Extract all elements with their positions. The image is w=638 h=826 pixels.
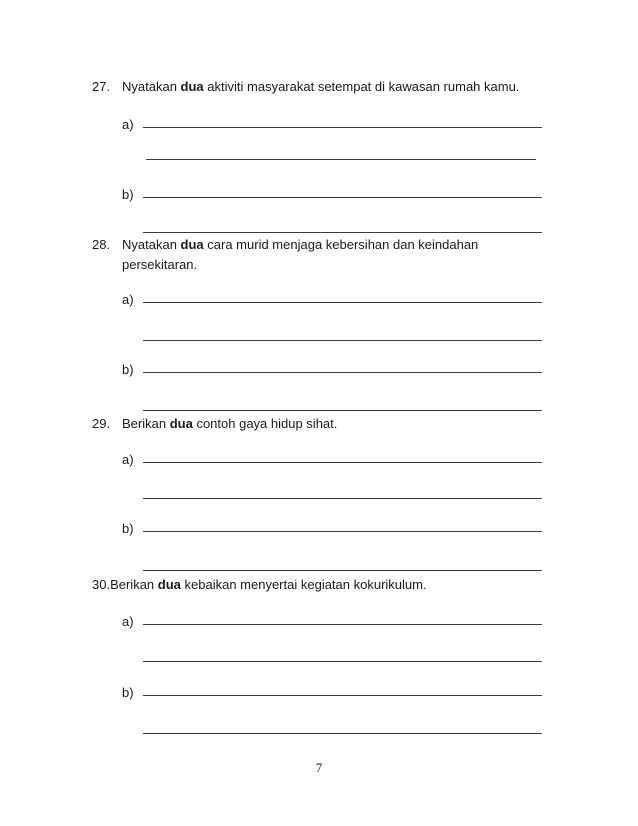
question-text: Nyatakan dua aktiviti masyarakat setempat di kawasan rumah kamu. — [122, 79, 520, 94]
answer-line[interactable] — [143, 570, 542, 571]
question-number: 30. — [92, 577, 111, 592]
answer-line[interactable] — [143, 372, 542, 373]
answer-label-b: b) — [122, 521, 134, 536]
emphasis-word: dua — [180, 79, 204, 94]
question-number: 27. — [92, 79, 111, 94]
answer-line[interactable] — [143, 340, 542, 341]
question-text: Nyatakan dua cara murid menjaga kebersihan dan keindahan — [122, 237, 479, 252]
answer-line[interactable] — [143, 695, 542, 696]
answer-label-a: a) — [122, 614, 134, 629]
question-text: Berikan dua kebaikan menyertai kegiatan kokurikulum. — [110, 577, 427, 592]
emphasis-word: dua — [157, 577, 181, 592]
answer-line[interactable] — [143, 127, 542, 128]
answer-label-b: b) — [122, 362, 134, 377]
question-30 — [92, 576, 427, 593]
question-number: 29. — [92, 416, 111, 431]
answer-label-b: b) — [122, 685, 134, 700]
emphasis-word: dua — [180, 237, 204, 252]
answer-line[interactable] — [143, 232, 542, 233]
answer-line[interactable] — [143, 733, 542, 734]
question-28 — [92, 236, 478, 253]
answer-line[interactable] — [143, 410, 542, 411]
answer-label-b: b) — [122, 187, 134, 202]
answer-label-a: a) — [122, 292, 134, 307]
question-27 — [92, 78, 519, 95]
question-29 — [92, 415, 337, 432]
page-number: 7 — [315, 760, 323, 775]
question-continuation: persekitaran. — [122, 257, 198, 272]
question-text: Berikan dua contoh gaya hidup sihat. — [122, 416, 338, 431]
answer-label-a: a) — [122, 117, 134, 132]
answer-line[interactable] — [143, 498, 542, 499]
answer-line[interactable] — [143, 531, 542, 532]
question-number: 28. — [92, 237, 111, 252]
answer-label-a: a) — [122, 452, 134, 467]
emphasis-word: dua — [169, 416, 193, 431]
answer-line[interactable] — [143, 624, 542, 625]
answer-line[interactable] — [143, 197, 542, 198]
answer-line[interactable] — [143, 462, 542, 463]
answer-line[interactable] — [143, 302, 542, 303]
answer-line[interactable] — [146, 159, 536, 160]
answer-line[interactable] — [143, 661, 542, 662]
